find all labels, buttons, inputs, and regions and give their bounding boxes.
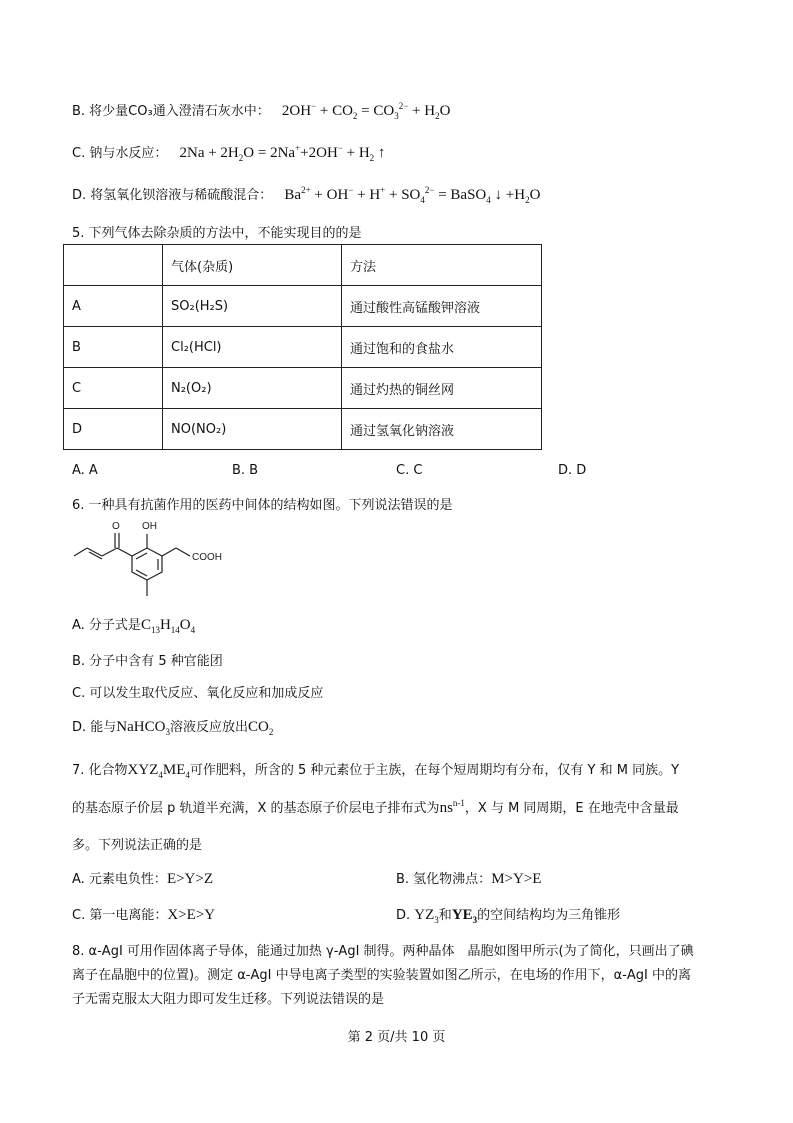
q8-line-2: 离子在晶胞中的位置)。测定 α-AgI 中导电离子类型的实验装置如图乙所示，在电场的作用下，α-AgI 中的离 [72,968,691,983]
q5-option-c: C. C [396,463,423,478]
q7-option-c [72,904,215,924]
nahco3-formula: NaHCO$_3$ [116,719,170,737]
row-label: C [64,368,163,409]
q7-c-val: X>E>Y [167,907,216,923]
q8-line-1: 8. α-AgI 可用作固体离子导体，能通过加热 γ-AgI 制得。两种晶体 晶胞如图甲所示(为了简化，只画出了碘 [72,944,694,959]
q7-b-pre: B. 氢化物沸点： [396,872,492,887]
ye3-formula: $YE_3$ [451,907,478,925]
q7-option-d [396,904,620,925]
q6-option-d [72,716,273,737]
q7-option-a [72,868,213,888]
q8-line-3: 子无需克服太大阻力即可发生迁移。下列说法错误的是 [72,992,385,1007]
q6-option-c: C. 可以发生取代反应、氧化反应和加成反应 [72,686,324,701]
q4-b-text: B. 将少量CO₃通入澄清石灰水中： [72,104,270,119]
q4-option-b [72,100,450,121]
row-gas: Cl₂(HCl) [163,327,342,368]
q6-option-b: B. 分子中含有 5 种官能团 [72,654,223,669]
q7-line-3: 多。下列说法正确的是 [72,838,203,853]
q7-d-pre: D. [396,908,411,923]
molecule-structure [72,518,242,600]
q6-stem: 6. 一种具有抗菌作用的医药中间体的结构如图。下列说法错误的是 [72,498,453,513]
molecular-formula: $C_{13}H_{14}O_4$ [140,617,196,635]
q7-d-and: 和 [438,908,452,923]
row-label: A [64,286,163,327]
row-gas: SO₂(H₂S) [163,286,342,327]
q7-a-val: E>Y>Z [166,871,214,887]
q5-option-b: B. B [232,463,259,478]
carboxyl-label: COOH [192,552,222,563]
q7-l2-post: ，X 与 M 同周期，E 在地壳中含量最 [464,801,679,816]
table-row [64,327,542,368]
q7-line-1 [72,759,679,780]
q7-a-pre: A. 元素电负性： [72,872,167,887]
q7-l1-post: 可作肥料，所含的 5 种元素位于主族，在每个短周期均有分布，仅有 Y 和 M 同族。Y [189,763,680,778]
q7-l1-pre: 7. 化合物 [72,763,128,778]
q5-stem: 5. 下列气体去除杂质的方法中，不能实现目的的是 [72,226,362,241]
table-row [64,286,542,327]
q6-d-pre: D. 能与 [72,720,117,735]
q6-d-mid: 溶液反应放出 [169,720,248,735]
q4-c-equation: $2Na + 2H_2O = 2Na^++2OH^- + H_2$ ↑ [179,143,386,163]
q8-paragraph [72,940,727,1012]
q5-table [63,244,542,450]
row-method: 通过酸性高锰酸钾溶液 [342,286,542,327]
q7-option-b [396,868,541,888]
table-row [64,409,542,450]
q4-d-text: D. 将氢氧化钡溶液与稀硫酸混合： [72,188,273,203]
q7-c-pre: C. 第一电离能： [72,908,168,923]
row-gas: NO(NO₂) [163,409,342,450]
carbonyl-o-label: O [112,521,120,532]
q4-b-equation: $2OH^- + CO_2 = CO_3^{2-} + H_2O$ [281,101,451,121]
co2-formula: $CO_2$ [247,719,274,737]
table-row [64,368,542,409]
compound-formula: $XYZ_4ME_4$ [127,762,190,780]
table-header-cell: 气体(杂质) [163,245,342,286]
q7-b-val: M>Y>E [491,871,542,887]
q7-line-2 [72,797,679,817]
q7-l2-pre: 的基态原子价层 p 轨道半充满，X 的基态原子价层电子排布式为 [72,801,440,816]
q4-c-text: C. 钠与水反应： [72,146,168,161]
row-method: 通过氢氧化钠溶液 [342,409,542,450]
electron-config: $ns^{n-1}$ [439,798,465,816]
row-label: B [64,327,163,368]
q4-d-equation: $Ba^{2+} + OH^- + H^+ + SO_4^{2-}$ = BaSO$_4$ ↓ $+H_2O$ [284,185,541,205]
row-gas: N₂(O₂) [163,368,342,409]
table-header-row [64,245,542,286]
hydroxyl-label: OH [142,521,157,532]
q5-option-d: D. D [558,463,587,478]
row-label: D [64,409,163,450]
yz3-formula: $YZ_3$ [414,907,439,925]
q7-d-post: 的空间结构均为三角锥形 [477,908,621,923]
table-header-cell [64,245,163,286]
q4-option-d [72,184,540,205]
table-header-cell: 方法 [342,245,542,286]
row-method: 通过饱和的食盐水 [342,327,542,368]
row-method: 通过灼热的铜丝网 [342,368,542,409]
q4-option-c [72,142,385,163]
q5-option-a: A. A [72,463,98,478]
q6-a-text: A. 分子式是 [72,618,141,633]
page-footer: 第 2 页/共 10 页 [347,1030,446,1045]
q6-option-a [72,614,195,635]
